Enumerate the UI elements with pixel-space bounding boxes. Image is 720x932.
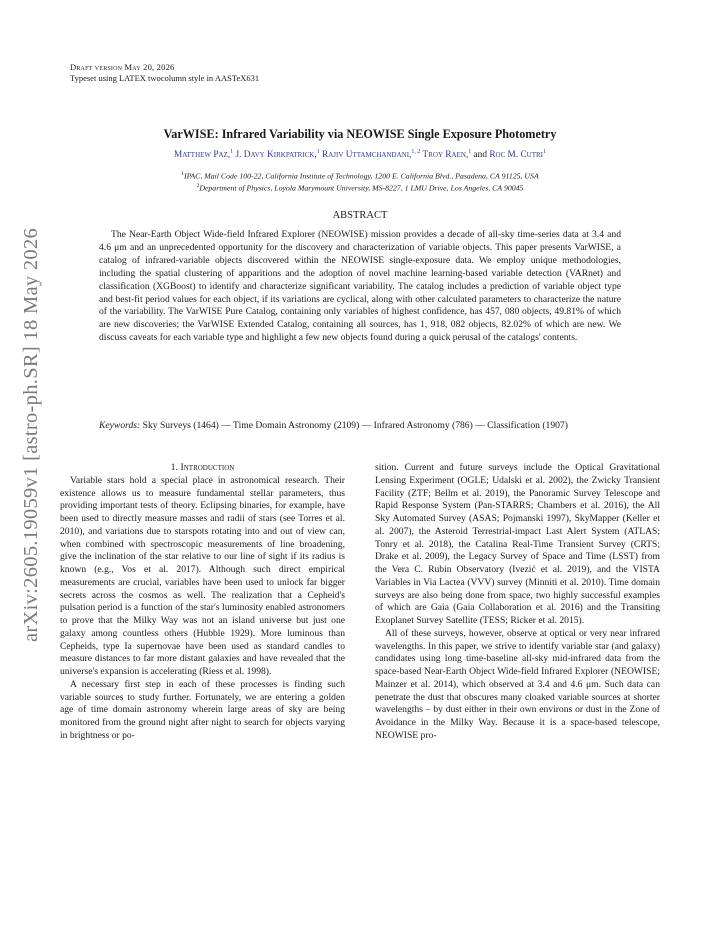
intro-paragraph-1: Variable stars hold a special place in astronomical research. Their existence allows us to measure fundamental stellar parameters, thus providing important tests of theory. Eclipsing binaries, for example, have been used to directly measure masses and radii of stars (see Torres et al. 2010), and variations due to starspots rotating into and out of view can, when combined with spectroscopic measurements of line broadening, give the inclination of the star relative to our line of sight if its radius is known (e.g., Vos et al. 2017). Although such direct empirical measurements are crucial, variables have been used to unlock far bigger secrets across the cosmos as well. The realization that a Cepheid's pulsation period is a function of the star's luminosity enabled astronomers to prove that the Milky Way was not an island universe but just one galaxy among countless others (Hubble 1929). More luminous than Cepheids, type Ia supernovae have been used as standard candles to measure distances to far more distant galaxies and have revealed that the universe's expansion is accelerating (Riess et al. 1998). [60, 474, 345, 677]
paper-title: VarWISE: Infrared Variability via NEOWISE Single Exposure Photometry [163, 127, 557, 141]
abstract-body: The Near-Earth Object Wide-field Infrared Explorer (NEOWISE) mission provides a decade of all-sky time-series data at 3.4 and 4.6 μm and an unprecedented opportunity for the discovery and characterization of variable objects. This paper presents VarWISE, a catalog of infrared-variable objects discovered within the NEOWISE single-exposure data. We employ unique methodologies, including the spatial clustering of apparitions and the adoption of novel machine learning-based variable detection (VARnet) and classification (XGBoost) to identify and characterize significant variability. The catalog includes a prediction of variable object type and best-fit period values for each object, if its variations are cyclical, along with other calculated parameters to characterize the nature of the variability. The VarWISE Pure Catalog, containing only variables of highest confidence, has 457, 080 objects, 49.81% of which are new discoveries; the VarWISE Extended Catalog, containing all sources, has 1, 918, 082 objects, 82.02% of which are new. We discuss caveats for each variable type and highlight a few new objects found during a quick perusal of the catalogs' contents. [99, 229, 621, 344]
intro-paragraph-2: A necessary first step in each of these processes is finding such variable sources to study further. Fortunately, we are entering a golden age of time domain astronomy wherein large areas of sky are being monitored from the ground night after night to search for objects varying in brightness or po- [60, 678, 345, 741]
author-3[interactable]: Rajiv Uttamchandani, [322, 150, 412, 161]
author-5-affil: 1 [543, 149, 547, 155]
intro-paragraph-3: All of these surveys, however, observe at optical or very near infrared wavelengths. In this paper, we strive to identify variable star (and galaxy) candidates using long time-baseline all-sky mid-infrared data from the space-based Near-Earth Object Wide-field Infrared Explorer (NEOWISE; Mainzer et al. 2014), which observed at 3.4 and 4.6 μm. Such data can penetrate the dust that obscures many cloaked variable sources at shorter wavelengths – by dust either in their own environs or dust in the Zone of Avoidance in the Milky Way. Because it is a space-based telescope, NEOWISE pro- [375, 627, 660, 741]
arxiv-stamp[interactable]: arXiv:2605.19059v1 [astro-ph.SR] 18 May 2026 [20, 227, 42, 642]
page-header [70, 62, 259, 84]
affiliation-2 [0, 183, 720, 193]
author-4[interactable]: Troy Raen, [422, 150, 469, 161]
affiliation-2-text: Department of Physics, Loyola Marymount University, MS-8227, 1 LMU Drive, Los Angeles, CA 90045 [199, 183, 524, 193]
keywords-list: Sky Surveys (1464) — Time Domain Astronomy (2109) — Infrared Astronomy (786) — Classification (1907) [142, 420, 568, 431]
author-2[interactable]: J. Davy Kirkpatrick, [235, 150, 317, 161]
typeset-note: Typeset using LATEX twocolumn style in AASTeX631 [70, 73, 260, 83]
keywords [99, 420, 683, 433]
keywords-label: Keywords: [99, 420, 141, 431]
section-number: 1. [170, 462, 179, 473]
affiliation-2-number: 2 [196, 183, 200, 189]
author-list [0, 149, 720, 160]
section-heading [60, 462, 345, 475]
affiliation-1-number: 1 [181, 171, 185, 177]
author-4-affil: 1 [468, 149, 472, 155]
author-5[interactable]: Roc M. Cutri [489, 150, 544, 161]
affiliation-1 [0, 171, 720, 181]
author-2-affil: 1 [316, 149, 320, 155]
left-column [60, 462, 345, 743]
section-title: Introduction [180, 462, 235, 473]
affiliation-1-text: IPAC, Mail Code 100-22, California Institute of Technology, 1200 E. California Blvd., Pasadena, CA 91125, USA [184, 171, 539, 181]
author-3-affil: 1, 2 [411, 149, 421, 155]
intro-paragraph-2-continued: sition. Current and future surveys include the Optical Gravitational Lensing Experiment (OGLE; Udalski et al. 2002), the Zwicky Transient Facility (ZTF; Bellm et al. 2019), the Panoramic Survey Telescope and Rapid Response System (Pan-STARRS; Chambers et al. 2016), the All Sky Automated Survey (ASAS; Pojmanski 1997), SkyMapper (Keller et al. 2007), the Asteroid Terrestrial-impact Last Alert System (ATLAS; Tonry et al. 2018), the Catalina Real-Time Transient Survey (CRTS; Drake et al. 2009), the Legacy Survey of Space and Time (LSST) from the Vera C. Rubin Observatory (Ivezić et al. 2019), and the VISTA Variables in Via Lactea (VVV) survey (Minniti et al. 2010). Time domain surveys are also being done from space, two highly successful examples of which are Gaia (Gaia Collaboration et al. 2016) and the Transiting Exoplanet Survey Satellite (TESS; Ricker et al. 2015). [375, 462, 660, 626]
abstract-heading: ABSTRACT [332, 210, 388, 221]
right-column [375, 462, 660, 743]
author-1[interactable]: Matthew Paz, [173, 150, 231, 161]
author-1-affil: 1 [230, 149, 234, 155]
author-conjunction: and [473, 150, 487, 161]
draft-version: Draft version May 20, 2026 [70, 62, 175, 72]
